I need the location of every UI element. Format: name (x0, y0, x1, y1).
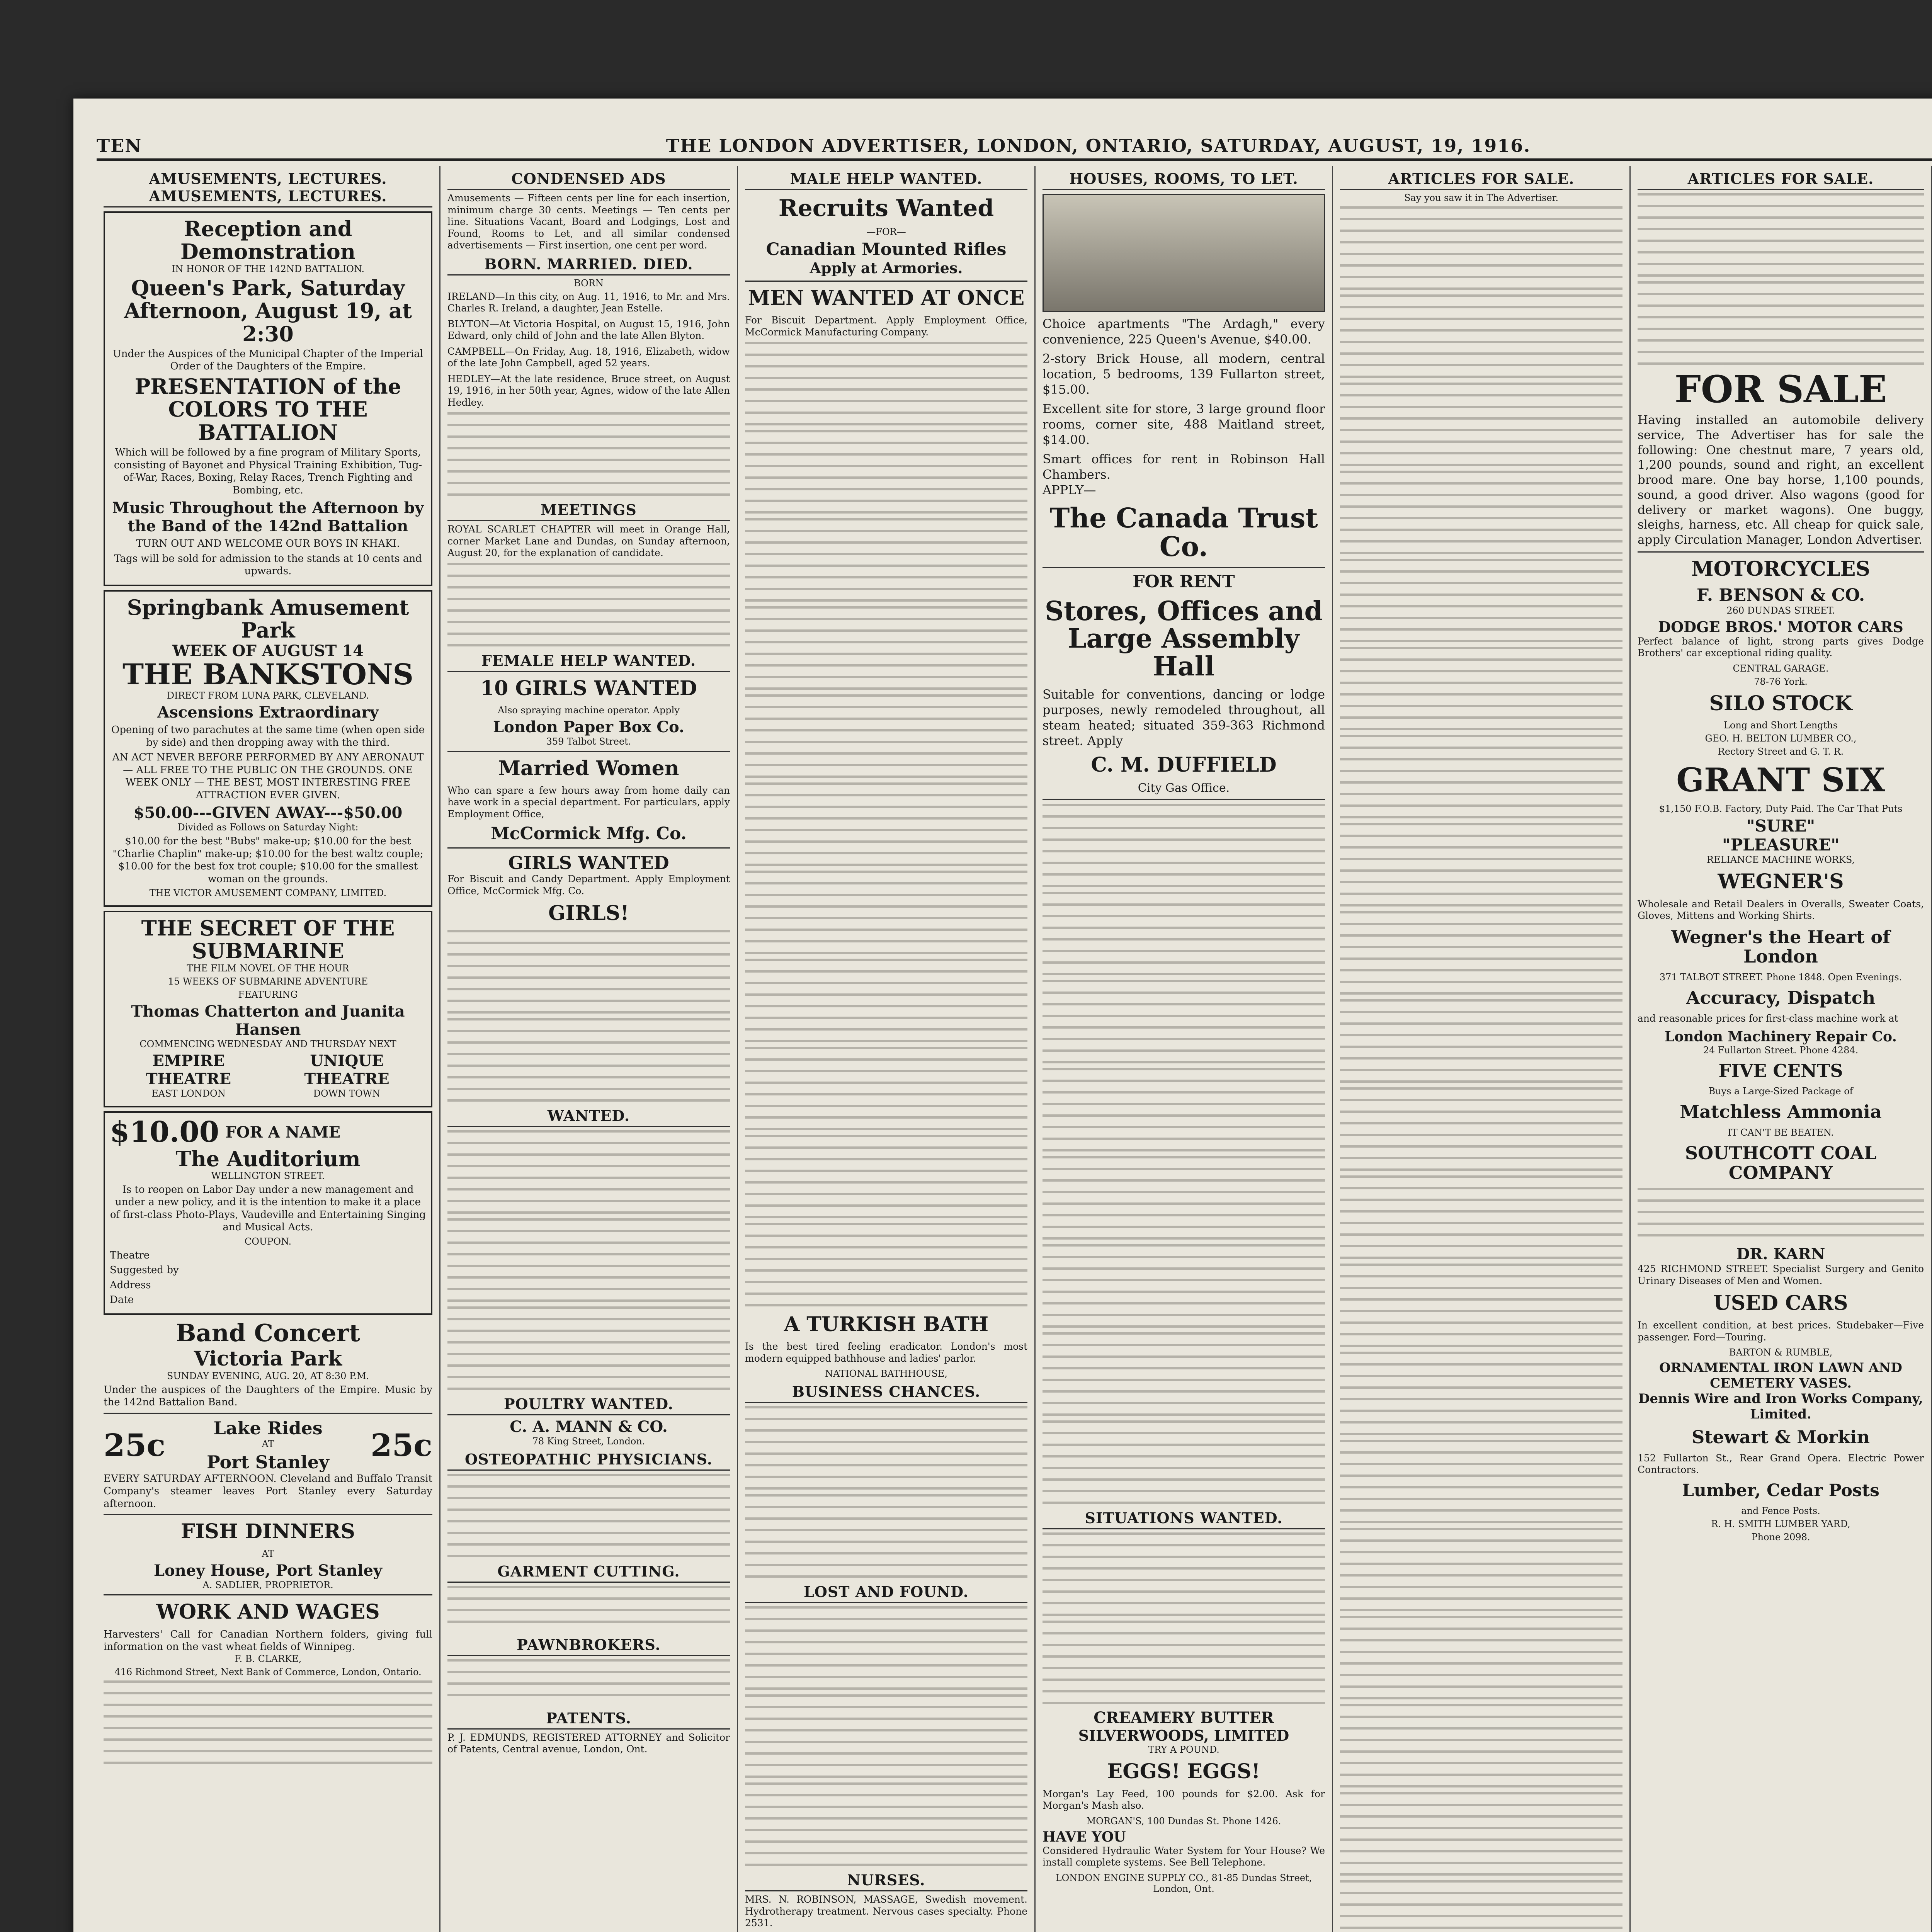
coupon-address: Address (110, 1279, 151, 1291)
work-title: WORK AND WAGES (156, 1600, 380, 1624)
recruits-for: —FOR— (866, 226, 906, 237)
unique-location: DOWN TOWN (313, 1088, 381, 1099)
column-condensed-ads (440, 166, 738, 1932)
meeting-item: ROYAL SCARLET CHAPTER will meet in Orange Hall, corner Market Lane and Dundas, on Sunday afternoon, August 20, for the explanation of candidate. (447, 524, 730, 558)
reception-program: Which will be followed by a fine program of Military Sports, consisting of Bayonet and Physical Training Exhibition, Tug-of-War, Races, Boxing, Relay Races, Trench Fighting and Bombing, etc. (114, 447, 422, 496)
excellent-site: Excellent site for store, 3 large ground floor rooms, corner site, 488 Maitland street, $14.00. (1043, 401, 1325, 447)
recruits-title: Recruits Wanted (778, 195, 994, 222)
column-display-ads (1631, 166, 1932, 1932)
fish-prop: A. SADLIER, PROPRIETOR. (202, 1579, 333, 1590)
fish-title: FISH DINNERS (181, 1520, 355, 1544)
submarine-weeks: 15 WEEKS OF SUBMARINE ADVENTURE (168, 976, 368, 987)
reception-music: Music Throughout the Afternoon by the Band of the 142nd Battalion (112, 499, 424, 536)
turkish-body: Is the best tired feeling eradicator. London's most modern equipped bathhouse and ladies' parlor. (745, 1341, 1027, 1364)
springbank-company: THE VICTOR AMUSEMENT COMPANY, LIMITED. (149, 888, 387, 899)
brick-house: 2-story Brick House, all modern, central location, 5 bedrooms, 139 Fullarton street, $15.00. (1043, 351, 1325, 397)
mccormick-name: McCormick Mfg. Co. (491, 824, 687, 844)
newspaper-title: THE LONDON ADVERTISER, LONDON, ONTARIO, SATURDAY, AUGUST, 19, 1916. (666, 135, 1531, 156)
articles-header-2: ARTICLES FOR SALE. (1638, 170, 1924, 190)
haveyou-title: HAVE YOU (1043, 1828, 1126, 1845)
wanted-header: WANTED. (447, 1107, 730, 1127)
work-agent: F. B. CLARKE, (234, 1653, 302, 1664)
lake-place: Port Stanley (207, 1451, 329, 1473)
reception-presentation: PRESENTATION of the COLORS TO THE BATTALION (134, 374, 401, 445)
newspaper-page (73, 99, 1932, 1932)
work-body: Harvesters' Call for Canadian Northern folders, giving full information on the vast wheat fields of Winnipeg. (104, 1628, 432, 1653)
silo-body: Long and Short Lengths (1723, 720, 1838, 731)
wegner-addr: 371 TALBOT STREET. Phone 1848. Open Evenings. (1659, 971, 1902, 983)
smart-offices: Smart offices for rent in Robinson Hall Chambers. (1043, 452, 1325, 482)
coupon-label: COUPON. (244, 1236, 292, 1247)
submarine-sub: THE FILM NOVEL OF THE HOUR (187, 963, 349, 974)
coupon-date: Date (110, 1294, 134, 1306)
lumber-body: and Fence Posts. (1741, 1505, 1820, 1517)
band-place: Victoria Park (194, 1347, 342, 1371)
grant-sure: "SURE" (1746, 816, 1815, 836)
mann-addr: 78 King Street, London. (532, 1435, 645, 1447)
springbank-asc: Ascensions Extraordinary (157, 703, 379, 722)
situations-header: SITUATIONS WANTED. (1043, 1509, 1325, 1529)
dodge-title: DODGE BROS.' MOTOR CARS (1658, 618, 1903, 636)
lake-price-left: 25c (104, 1427, 166, 1463)
springbank-act: THE BANKSTONS (122, 658, 414, 692)
married-women-title: Married Women (498, 756, 679, 780)
stewart-body: 152 Fullarton St., Rear Grand Opera. Electric Power Contractors. (1638, 1452, 1924, 1476)
mann-name: C. A. MANN & CO. (510, 1417, 668, 1436)
choice-apartments: Choice apartments "The Ardagh," every convenience, 225 Queen's Avenue, $40.00. (1043, 316, 1325, 347)
duffield-sub: City Gas Office. (1138, 781, 1230, 795)
motorcycles-title: MOTORCYCLES (1691, 557, 1870, 581)
grant-price: $1,150 F.O.B. Factory, Duty Paid. The Car That Puts (1659, 803, 1903, 815)
apply-label: APPLY— (1043, 483, 1096, 497)
female-help-header: FEMALE HELP WANTED. (447, 652, 730, 672)
pawn-header: PAWNBROKERS. (447, 1636, 730, 1656)
lumber-title: Lumber, Cedar Posts (1682, 1480, 1879, 1500)
born-label: BORN (574, 277, 604, 289)
silo-title: SILO STOCK (1709, 691, 1852, 715)
submarine-featuring: FEATURING (238, 989, 298, 1000)
dodge-body: Perfect balance of light, strong parts gives Dodge Brothers' car exceptional riding quality. (1638, 635, 1924, 659)
auditorium-for: FOR A NAME (225, 1123, 340, 1142)
column-male-help (738, 166, 1036, 1932)
stores-title: Stores, Offices and Large Assembly Hall (1044, 596, 1323, 682)
eggs-body: Morgan's Lay Feed, 100 pounds for $2.00. Ask for Morgan's Mash also. (1043, 1788, 1325, 1811)
ammonia-title: Matchless Ammonia (1680, 1101, 1882, 1122)
meetings-header: MEETINGS (447, 501, 730, 521)
karn-title: DR. KARN (1736, 1245, 1825, 1264)
girls2-title: GIRLS WANTED (508, 852, 669, 874)
springbank-body: Opening of two parachutes at the same time (when open side by side) and then dropping away with the third. (111, 724, 425, 748)
say-you-saw: Say you saw it in The Advertiser. (1404, 192, 1559, 203)
auditorium-amount: $10.00 (110, 1115, 219, 1149)
accuracy-body: and reasonable prices for first-class machine work at (1638, 1013, 1898, 1024)
auditorium-body: Is to reopen on Labor Day under a new management and under a new policy, and it is the intention to make it a place of first-class Photo-Plays, Vaudeville and Entertaining Singing and Musical Acts. (110, 1184, 426, 1233)
submarine-commencing: COMMENCING WEDNESDAY AND THURSDAY NEXT (139, 1038, 396, 1049)
turkish-title: A TURKISH BATH (784, 1313, 989, 1337)
wegner-heart: Wegner's the Heart of London (1671, 926, 1890, 967)
reception-when: Queen's Park, Saturday Afternoon, August 19, at 2:30 (124, 275, 412, 346)
business-header: BUSINESS CHANCES. (745, 1383, 1027, 1403)
lake-at: AT (262, 1438, 274, 1449)
national-name: NATIONAL BATHHOUSE, (825, 1368, 948, 1379)
wegner-title: WEGNER'S (1718, 870, 1844, 894)
stores-body: Suitable for conventions, dancing or lodge purposes, newly remodeled throughout, all steam heated; situated 359-363 Richmond street. Apply (1043, 687, 1325, 748)
auditorium-name: The Auditorium (175, 1146, 361, 1171)
girls-wanted-title: 10 GIRLS WANTED (480, 676, 697, 700)
house-illustration (1043, 194, 1325, 312)
silverwoods-sub: TRY A POUND. (1148, 1744, 1219, 1755)
benson-addr: 260 DUNDAS STREET. (1726, 605, 1835, 616)
central-garage: CENTRAL GARAGE. (1733, 663, 1829, 674)
smith-name: R. H. SMITH LUMBER YARD, (1711, 1519, 1850, 1530)
recruits-canadian: Canadian Mounted Rifles (766, 240, 1007, 259)
machinery-addr: 24 Fullarton Street. Phone 4284. (1703, 1044, 1859, 1056)
male-help-header: MALE HELP WANTED. (745, 170, 1027, 190)
recruits-armories: Apply at Armories. (810, 259, 963, 277)
work-addr: 416 Richmond Street, Next Bank of Commerce, London, Ontario. (114, 1666, 422, 1677)
springbank-never: AN ACT NEVER BEFORE PERFORMED BY ANY AERONAUT — ALL FREE TO THE PUBLIC ON THE GROUNDS. ONE WEEK ONLY — THE BEST, MOST INTERESTING FREE ATTRACTION EVER GIVEN. (112, 752, 424, 801)
springbank-details: $10.00 for the best "Bubs" make-up; $10.00 for the best "Charlie Chaplin" make-up; $10.00 for the best waltz couple; $10.00 for the best fox trot couple; $10.00 for the smallest woman on the grounds. (112, 835, 423, 885)
springbank-week: WEEK OF AUGUST 14 (172, 642, 364, 660)
springbank-from: DIRECT FROM LUNA PARK, CLEVELAND. (167, 690, 369, 701)
condensed-header: CONDENSED ADS (447, 170, 730, 190)
stewart-title: Stewart & Morkin (1692, 1427, 1870, 1448)
empire-theatre: EMPIRE THEATRE (146, 1051, 231, 1088)
masthead (97, 135, 1932, 161)
fish-place: Loney House, Port Stanley (153, 1561, 383, 1580)
coupon-theatre: Theatre (110, 1249, 150, 1261)
died-item: HEDLEY—At the late residence, Bruce street, on August 19, 1916, in her 50th year, Agnes, widow of the late Allen Hedley. (447, 373, 730, 408)
died-item: BLYTON—At Victoria Hospital, on August 15, 1916, John Edward, only child of John and the late Allen Blyton. (447, 318, 730, 341)
springbank-divided: Divided as Follows on Saturday Night: (177, 822, 359, 833)
band-body: Under the auspices of the Daughters of the Empire. Music by the 142nd Battalion Band. (104, 1384, 432, 1408)
used-cars-title: USED CARS (1713, 1291, 1848, 1315)
forsale-big: FOR SALE (1674, 367, 1887, 411)
empire-location: EAST LONDON (151, 1088, 226, 1099)
ammonia-beaten: IT CAN'T BE BEATEN. (1728, 1127, 1834, 1138)
springbank-title: Springbank Amusement Park (127, 595, 409, 643)
died-item: CAMPBELL—On Friday, Aug. 18, 1916, Elizabeth, widow of the late John Campbell, aged 52 years. (447, 345, 730, 369)
canada-trust-name: The Canada Trust Co. (1049, 502, 1318, 563)
section-header: AMUSEMENTS, LECTURES. AMUSEMENTS, LECTURES. (104, 170, 432, 207)
silverwoods-name: SILVERWOODS, LIMITED (1078, 1727, 1289, 1745)
girls2-body: For Biscuit and Candy Department. Apply Employment Office, McCormick Mfg. Co. (447, 873, 730, 896)
dennis-name: Dennis Wire and Iron Works Company, Limited. (1638, 1391, 1923, 1422)
bmd-header: BORN. MARRIED. DIED. (447, 255, 730, 276)
paperbox-addr: 359 Talbot Street. (546, 736, 631, 747)
creamery-title: CREAMERY BUTTER (1094, 1709, 1274, 1727)
reception-title: Reception and Demonstration (180, 216, 356, 264)
reception-welcome: TURN OUT AND WELCOME OUR BOYS IN KHAKI. (136, 538, 400, 550)
patents-body: P. J. EDMUNDS, REGISTERED ATTORNEY and Solicitor of Patents, Central avenue, London, Ont. (447, 1731, 730, 1755)
garment-header: GARMENT CUTTING. (447, 1563, 730, 1583)
girls-wanted-body: Also spraying machine operator. Apply (498, 704, 680, 716)
barton-name: BARTON & RUMBLE, (1729, 1347, 1833, 1358)
machinery-name: London Machinery Repair Co. (1665, 1028, 1897, 1045)
submarine-title: THE SECRET OF THE SUBMARINE (141, 916, 395, 964)
nurses-body: MRS. N. ROBINSON, MASSAGE, Swedish movement. Hydrotherapy treatment. Nervous cases specialty. Phone 2531. (745, 1894, 1027, 1929)
forsale-body: Having installed an automobile delivery service, The Advertiser has for sale the following: One chestnut mare, 7 years old, 1,200 pounds, sound and right, an excellent brood mare. One bay horse, 1,100 pounds, sound, a good driver. Also wagons (good for delivery or market wagons). One buggy, sleighs, harness, etc. All cheap for quick sale, apply Circulation Manager, London Advertiser. (1638, 413, 1924, 547)
for-rent-label: FOR RENT (1133, 572, 1235, 592)
column-to-let (1036, 166, 1333, 1932)
five-cents-title: FIVE CENTS (1718, 1060, 1843, 1081)
band-when: SUNDAY EVENING, AUG. 20, AT 8:30 P.M. (167, 1370, 369, 1381)
belton-addr: Rectory Street and G. T. R. (1718, 746, 1844, 757)
five-cents-body: Buys a Large-Sized Package of (1708, 1086, 1853, 1097)
grant-six-title: GRANT SIX (1676, 761, 1885, 799)
reception-auspices: Under the Auspices of the Municipal Chapter of the Imperial Order of the Daughters of the Empire. (112, 348, 423, 372)
lake-price-right: 25c (370, 1427, 432, 1463)
poultry-wanted-header: POULTRY WANTED. (447, 1395, 730, 1415)
men-wanted-title: MEN WANTED AT ONCE (748, 286, 1025, 310)
column-amusements (97, 166, 440, 1932)
coupon-suggested: Suggested by (110, 1264, 179, 1276)
wegner-body: Wholesale and Retail Dealers in Overalls, Sweater Coats, Gloves, Mittens and Working Shirts. (1638, 898, 1924, 921)
nurses-header: NURSES. (745, 1871, 1027, 1891)
engine-supply: LONDON ENGINE SUPPLY CO., 81-85 Dundas Street, London, Ont. (1055, 1872, 1312, 1894)
condensed-body: Amusements — Fifteen cents per line for each insertion, minimum charge 30 cents. Meetings — Ten cents per line. Situations Vacant, Board and Lodgings, Lost and Found, Rooms to Let, and all similar condensed advertisements — First insertion, one cent per word. (447, 192, 730, 251)
lost-found-header: LOST AND FOUND. (745, 1583, 1027, 1603)
morgan-addr: MORGAN'S, 100 Dundas St. Phone 1426. (1086, 1815, 1281, 1827)
auditorium-street: WELLINGTON STREET. (211, 1170, 325, 1181)
submarine-ad (104, 911, 432, 1107)
married-women-body: Who can spare a few hours away from home daily can have work in a special department. For particulars, apply Employment Office, (447, 784, 730, 820)
paperbox-name: London Paper Box Co. (493, 718, 684, 736)
osteo-header: OSTEOPATHIC PHYSICIANS. (447, 1451, 730, 1471)
column-articles-for-sale (1333, 166, 1631, 1932)
band-title: Band Concert (176, 1318, 360, 1347)
submarine-stars: Thomas Chatterton and Juanita Hansen (131, 1002, 405, 1039)
fish-at: AT (262, 1548, 274, 1559)
belton-name: GEO. H. BELTON LUMBER CO., (1705, 733, 1857, 744)
ornamental-title: ORNAMENTAL IRON LAWN AND CEMETERY VASES. (1659, 1360, 1902, 1391)
men-wanted-body: For Biscuit Department. Apply Employment Office, McCormick Manufacturing Company. (745, 315, 1027, 338)
reception-tags: Tags will be sold for admission to the stands at 10 cents and upwards. (114, 553, 422, 577)
springbank-prize: $50.00---GIVEN AWAY---$50.00 (133, 804, 403, 822)
page-number: TEN (97, 135, 142, 156)
springbank-ad (104, 590, 432, 907)
grant-pleasure: "PLEASURE" (1722, 835, 1840, 855)
lake-body: EVERY SATURDAY AFTERNOON. Cleveland and Buffalo Transit Company's steamer leaves Port Stanley every Saturday afternoon. (104, 1473, 432, 1510)
houses-header: HOUSES, ROOMS, TO LET. (1043, 170, 1325, 190)
accuracy-title: Accuracy, Dispatch (1686, 987, 1876, 1008)
southcott-title: SOUTHCOTT COAL COMPANY (1685, 1142, 1877, 1183)
benson-name: F. BENSON & CO. (1696, 585, 1865, 605)
smith-addr: Phone 2098. (1751, 1532, 1810, 1543)
duffield-name: C. M. DUFFIELD (1091, 753, 1277, 777)
articles-header: ARTICLES FOR SALE. (1340, 170, 1622, 190)
reception-sub: IN HONOR OF THE 142ND BATTALION. (171, 263, 365, 274)
eggs-title: EGGS! EGGS! (1107, 1760, 1260, 1784)
lake-title: Lake Rides (213, 1417, 323, 1439)
auditorium-ad (104, 1111, 432, 1315)
used-cars-body: In excellent condition, at best prices. Studebaker—Five passenger. Ford—Touring. (1638, 1320, 1924, 1343)
reception-ad (104, 211, 432, 586)
karn-body: 425 RICHMOND STREET. Specialist Surgery and Genito Urinary Diseases of Men and Women. (1638, 1263, 1924, 1286)
patents-header: PATENTS. (447, 1709, 730, 1730)
haveyou-body: Considered Hydraulic Water System for Your House? We install complete systems. See Bell Telephone. (1043, 1845, 1325, 1868)
born-item: IRELAND—In this city, on Aug. 11, 1916, to Mr. and Mrs. Charles R. Ireland, a daughter, Jean Estelle. (447, 291, 730, 314)
unique-theatre: UNIQUE THEATRE (304, 1051, 389, 1088)
reliance-name: RELIANCE MACHINE WORKS, (1706, 854, 1855, 866)
central-addr: 78-76 York. (1754, 676, 1808, 687)
girls3-title: GIRLS! (548, 901, 629, 925)
